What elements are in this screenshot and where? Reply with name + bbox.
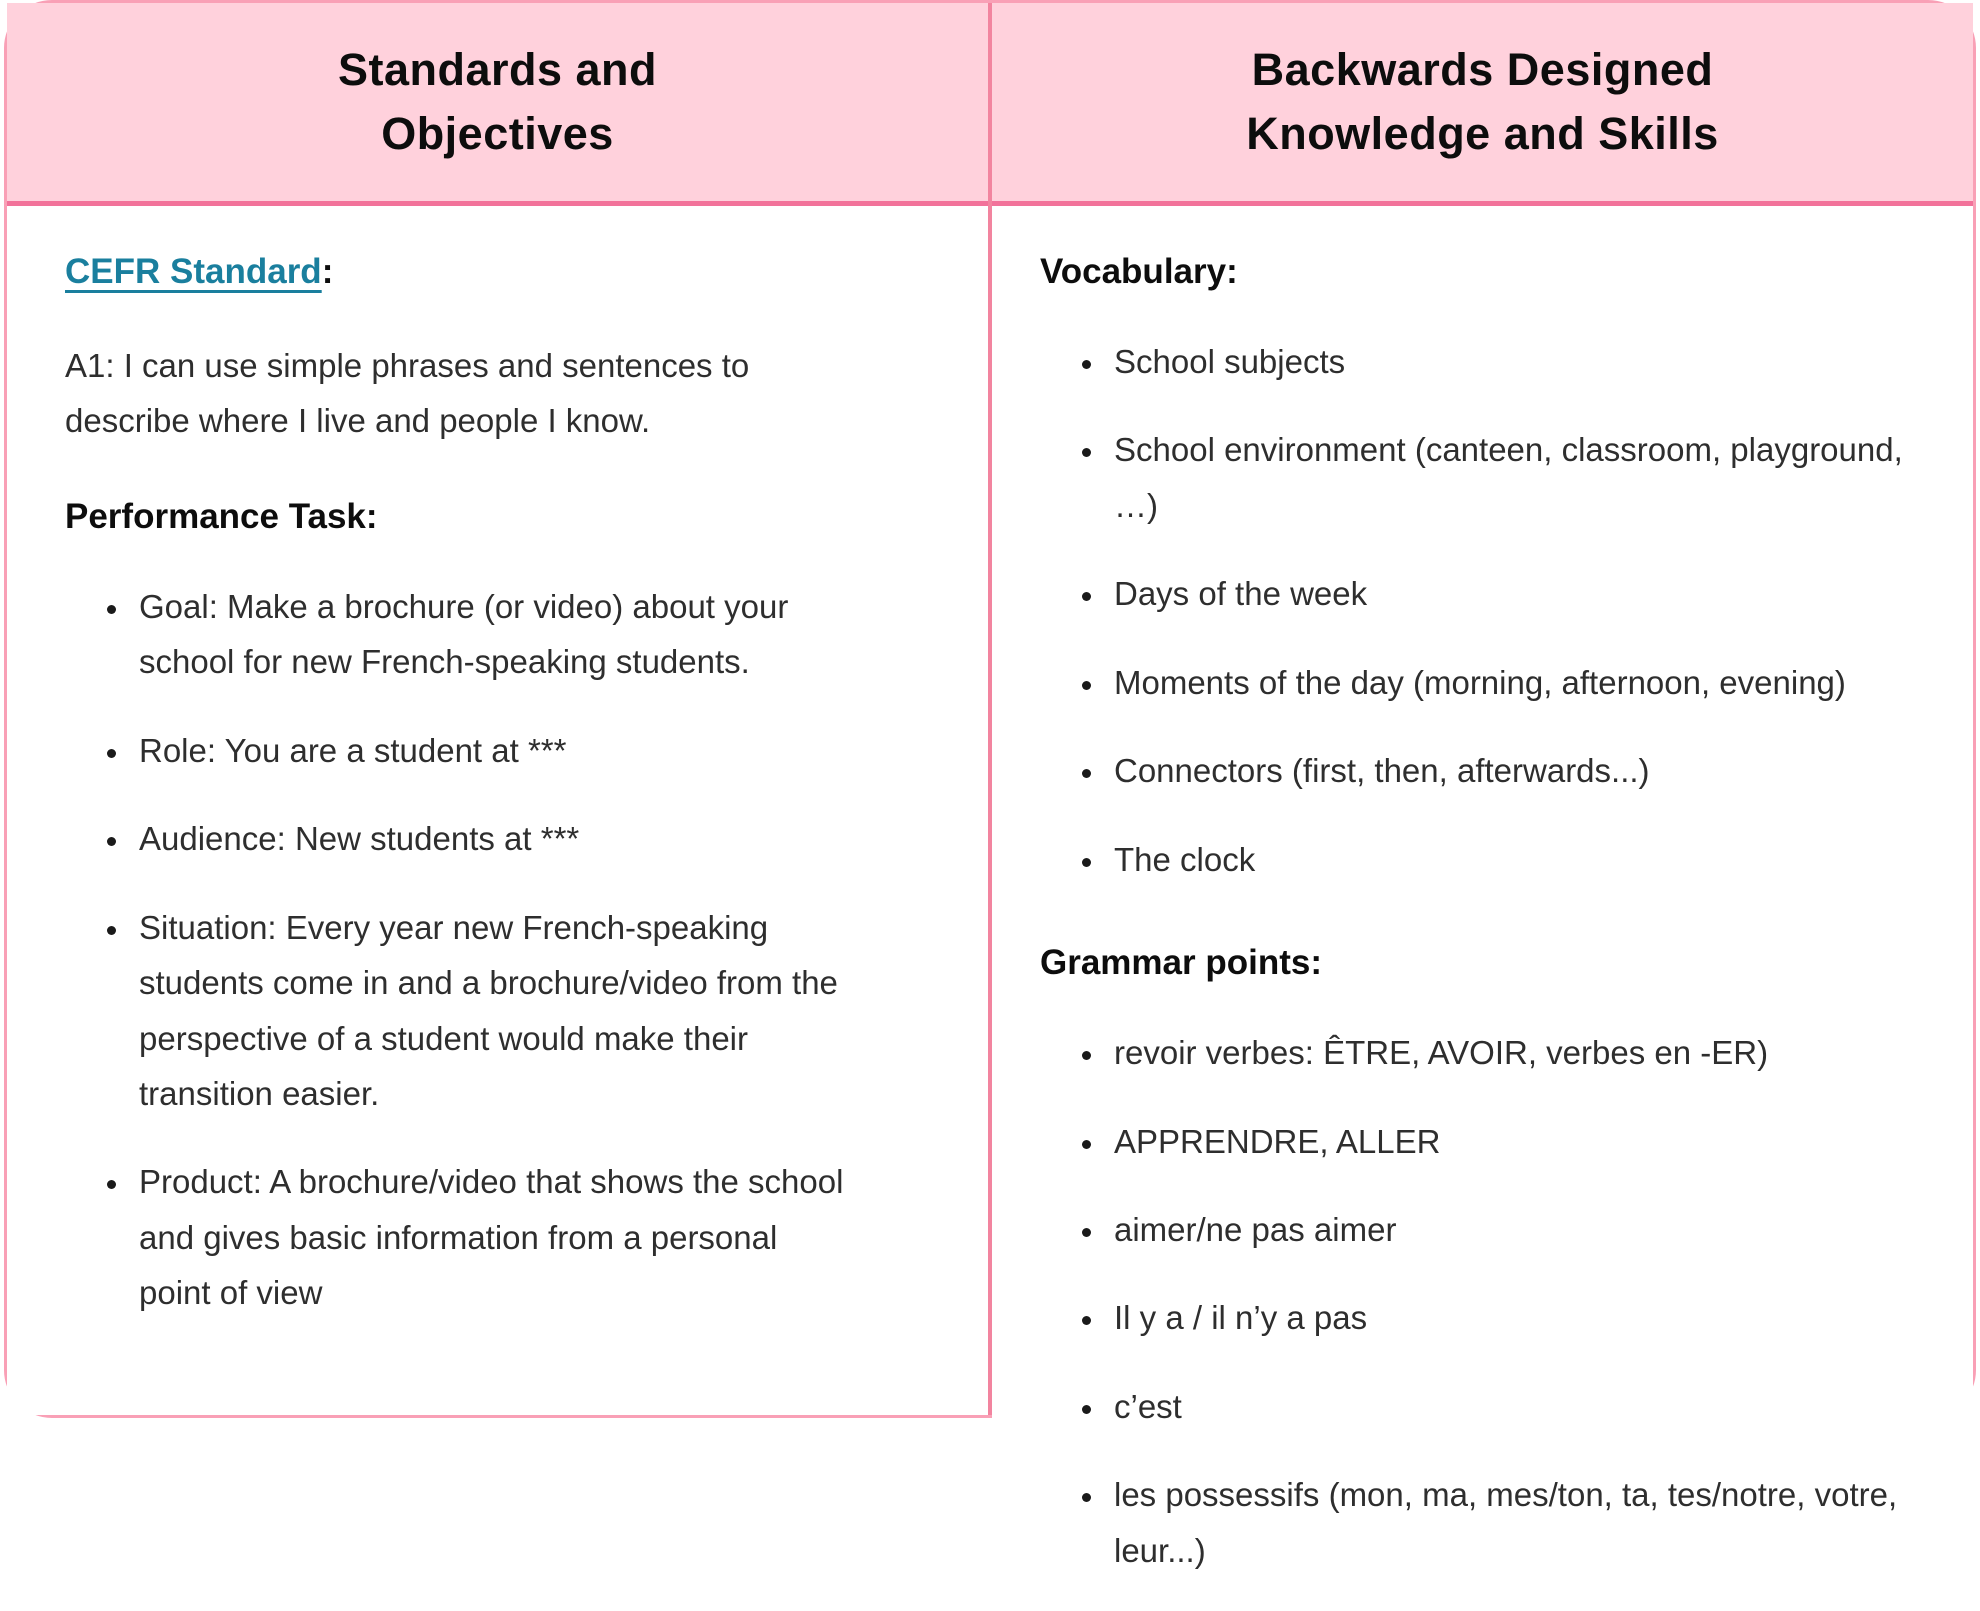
column-standards-and-objectives <box>7 3 988 1415</box>
list-item: • The clock <box>1106 832 1933 887</box>
cefr-standard-link[interactable]: CEFR Standard <box>65 252 322 291</box>
cefr-standard-colon: : <box>321 252 334 291</box>
knowledge-column-header <box>992 3 1973 206</box>
list-item: • les possessifs (mon, ma, mes/ton, ta, tes/notre, votre, leur...) <box>1106 1467 1933 1578</box>
list-item: • Audience: New students at *** <box>131 811 848 866</box>
knowledge-column-body <box>992 206 1973 1611</box>
standards-header-line1: Standards and <box>337 44 658 95</box>
list-item: • Role: You are a student at *** <box>131 723 848 778</box>
lesson-plan-table <box>4 0 1976 1569</box>
standards-column-header <box>7 3 988 206</box>
list-item: • School environment (canteen, classroom, playground, …) <box>1106 422 1933 533</box>
grammar-points-heading: Grammar points: <box>1040 943 1322 983</box>
performance-task-list <box>65 579 848 1321</box>
knowledge-header-line1: Backwards Designed <box>1251 44 1714 95</box>
knowledge-header-line2: Knowledge and Skills <box>1246 108 1719 159</box>
list-item: • Il y a / il n’y a pas <box>1106 1290 1933 1345</box>
grammar-points-list <box>1040 1025 1933 1578</box>
vocabulary-heading: Vocabulary: <box>1040 252 1238 291</box>
list-item: • School subjects <box>1106 334 1933 389</box>
list-item: • Moments of the day (morning, afternoon, evening) <box>1106 655 1933 710</box>
cefr-standard-heading <box>65 252 848 292</box>
list-item: • Product: A brochure/video that shows the school and gives basic information from a personal point of view <box>131 1154 848 1320</box>
list-item: • aimer/ne pas aimer <box>1106 1202 1933 1257</box>
list-item: • Days of the week <box>1106 566 1933 621</box>
standards-column-body <box>7 206 988 1415</box>
list-item: • c’est <box>1106 1379 1933 1434</box>
list-item: • Connectors (first, then, afterwards...) <box>1106 743 1933 798</box>
list-item: • Goal: Make a brochure (or video) about your school for new French-speaking students. <box>131 579 848 690</box>
vocabulary-list <box>1040 334 1933 887</box>
column-knowledge-and-skills <box>988 3 1973 1569</box>
list-item: • revoir verbes: ÊTRE, AVOIR, verbes en -ER) <box>1106 1025 1933 1080</box>
a1-can-do-statement: A1: I can use simple phrases and sentences to describe where I live and people I know. <box>65 347 750 440</box>
standards-header-line2: Objectives <box>381 108 614 159</box>
performance-task-heading: Performance Task: <box>65 496 378 536</box>
list-item: • APPRENDRE, ALLER <box>1106 1114 1933 1169</box>
list-item: • Situation: Every year new French-speaking students come in and a brochure/video from the perspective of a student would make their transition easier. <box>131 900 848 1122</box>
